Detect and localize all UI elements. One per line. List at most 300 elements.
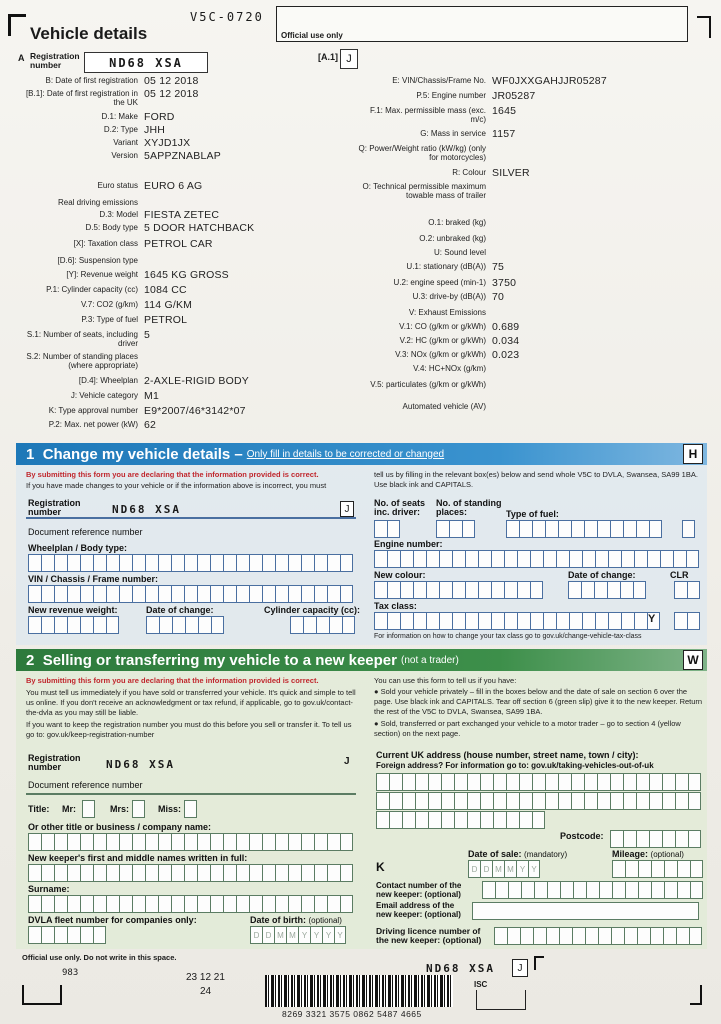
char-cell[interactable]: [288, 585, 301, 603]
char-cell[interactable]: [67, 616, 80, 634]
char-cell[interactable]: [93, 554, 106, 572]
char-cell[interactable]: [67, 926, 80, 944]
char-cell[interactable]: [236, 833, 249, 851]
char-cell[interactable]: D: [262, 926, 274, 944]
char-cell[interactable]: [41, 926, 54, 944]
char-cell[interactable]: [262, 554, 275, 572]
dvla-fleet-input[interactable]: [28, 926, 106, 944]
fuel-extra-input[interactable]: [682, 520, 695, 538]
char-cell[interactable]: [262, 833, 275, 851]
char-cell[interactable]: [676, 927, 689, 945]
char-cell[interactable]: [400, 550, 413, 568]
char-cell[interactable]: [376, 792, 389, 810]
char-cell[interactable]: [132, 833, 145, 851]
char-cell[interactable]: [584, 773, 597, 791]
char-cell[interactable]: [556, 612, 569, 630]
char-cell[interactable]: [493, 792, 506, 810]
postcode-input[interactable]: [610, 830, 701, 848]
char-cell[interactable]: [197, 585, 210, 603]
char-cell[interactable]: [301, 554, 314, 572]
char-cell[interactable]: [426, 612, 439, 630]
char-cell[interactable]: [340, 895, 353, 913]
clr-input[interactable]: [674, 581, 700, 599]
char-cell[interactable]: [467, 773, 480, 791]
char-cell[interactable]: [647, 550, 660, 568]
char-cell[interactable]: [610, 520, 623, 538]
char-cell[interactable]: [158, 585, 171, 603]
char-cell[interactable]: [462, 520, 475, 538]
char-cell[interactable]: [28, 895, 41, 913]
contact-number-input[interactable]: [482, 881, 703, 899]
title-mrs-checkbox[interactable]: [132, 800, 145, 818]
char-cell[interactable]: [184, 864, 197, 882]
char-cell[interactable]: [598, 927, 611, 945]
char-cell[interactable]: [41, 585, 54, 603]
char-cell[interactable]: [449, 520, 462, 538]
char-cell[interactable]: [314, 864, 327, 882]
char-cell[interactable]: [262, 585, 275, 603]
char-cell[interactable]: [625, 881, 638, 899]
char-cell[interactable]: [288, 864, 301, 882]
engine-number-input[interactable]: [374, 550, 699, 568]
char-cell[interactable]: [426, 550, 439, 568]
char-cell[interactable]: [608, 612, 621, 630]
char-cell[interactable]: [491, 581, 504, 599]
char-cell[interactable]: [82, 800, 95, 818]
char-cell[interactable]: [67, 864, 80, 882]
tax-class-input[interactable]: [374, 612, 660, 630]
char-cell[interactable]: [145, 585, 158, 603]
char-cell[interactable]: [223, 864, 236, 882]
char-cell[interactable]: [674, 612, 687, 630]
char-cell[interactable]: D: [250, 926, 262, 944]
char-cell[interactable]: [558, 773, 571, 791]
char-cell[interactable]: [67, 554, 80, 572]
char-cell[interactable]: [93, 926, 106, 944]
char-cell[interactable]: [519, 811, 532, 829]
char-cell[interactable]: [327, 864, 340, 882]
char-cell[interactable]: [504, 581, 517, 599]
char-cell[interactable]: [506, 792, 519, 810]
char-cell[interactable]: [675, 792, 688, 810]
char-cell[interactable]: [249, 833, 262, 851]
char-cell[interactable]: M: [504, 860, 516, 878]
char-cell[interactable]: [374, 581, 387, 599]
char-cell[interactable]: [119, 554, 132, 572]
char-cell[interactable]: [534, 881, 547, 899]
char-cell[interactable]: [132, 554, 145, 572]
char-cell[interactable]: [413, 581, 426, 599]
address-line[interactable]: [376, 811, 545, 829]
char-cell[interactable]: [546, 927, 559, 945]
char-cell[interactable]: [415, 792, 428, 810]
char-cell[interactable]: [132, 800, 145, 818]
char-cell[interactable]: [132, 864, 145, 882]
char-cell[interactable]: [506, 811, 519, 829]
char-cell[interactable]: [625, 860, 638, 878]
char-cell[interactable]: [673, 550, 686, 568]
char-cell[interactable]: [400, 612, 413, 630]
char-cell[interactable]: [415, 773, 428, 791]
char-cell[interactable]: [54, 926, 67, 944]
char-cell[interactable]: [547, 881, 560, 899]
char-cell[interactable]: [650, 927, 663, 945]
char-cell[interactable]: [275, 554, 288, 572]
char-cell[interactable]: [651, 860, 664, 878]
char-cell[interactable]: [530, 612, 543, 630]
char-cell[interactable]: [80, 616, 93, 634]
char-cell[interactable]: [288, 895, 301, 913]
char-cell[interactable]: [624, 927, 637, 945]
char-cell[interactable]: [172, 616, 185, 634]
char-cell[interactable]: [623, 792, 636, 810]
char-cell[interactable]: [340, 864, 353, 882]
char-cell[interactable]: [560, 881, 573, 899]
char-cell[interactable]: [28, 926, 41, 944]
char-cell[interactable]: [211, 616, 224, 634]
char-cell[interactable]: [688, 773, 701, 791]
char-cell[interactable]: [106, 585, 119, 603]
address-line[interactable]: [376, 773, 701, 791]
char-cell[interactable]: [465, 581, 478, 599]
char-cell[interactable]: [327, 833, 340, 851]
char-cell[interactable]: [571, 792, 584, 810]
char-cell[interactable]: [184, 833, 197, 851]
char-cell[interactable]: [682, 520, 695, 538]
char-cell[interactable]: [93, 833, 106, 851]
char-cell[interactable]: [159, 616, 172, 634]
char-cell[interactable]: [559, 927, 572, 945]
char-cell[interactable]: [634, 612, 647, 630]
char-cell[interactable]: [387, 612, 400, 630]
char-cell[interactable]: [688, 830, 701, 848]
char-cell[interactable]: [633, 581, 646, 599]
char-cell[interactable]: [402, 792, 415, 810]
char-cell[interactable]: [441, 811, 454, 829]
char-cell[interactable]: [623, 773, 636, 791]
char-cell[interactable]: [545, 520, 558, 538]
char-cell[interactable]: [301, 895, 314, 913]
mileage-input[interactable]: [612, 860, 703, 878]
char-cell[interactable]: [674, 581, 687, 599]
char-cell[interactable]: [532, 520, 545, 538]
wheelplan-input[interactable]: [28, 554, 353, 572]
char-cell[interactable]: [504, 550, 517, 568]
char-cell[interactable]: [636, 830, 649, 848]
char-cell[interactable]: [210, 864, 223, 882]
char-cell[interactable]: [636, 520, 649, 538]
char-cell[interactable]: [288, 833, 301, 851]
char-cell[interactable]: [517, 612, 530, 630]
char-cell[interactable]: [599, 881, 612, 899]
char-cell[interactable]: M: [286, 926, 298, 944]
char-cell[interactable]: [342, 616, 355, 634]
char-cell[interactable]: [660, 550, 673, 568]
char-cell[interactable]: [329, 616, 342, 634]
char-cell[interactable]: [67, 895, 80, 913]
char-cell[interactable]: [686, 550, 699, 568]
char-cell[interactable]: [402, 773, 415, 791]
char-cell[interactable]: [675, 830, 688, 848]
char-cell[interactable]: [249, 585, 262, 603]
char-cell[interactable]: [413, 612, 426, 630]
char-cell[interactable]: [573, 881, 586, 899]
char-cell[interactable]: [223, 833, 236, 851]
char-cell[interactable]: [262, 864, 275, 882]
char-cell[interactable]: [687, 581, 700, 599]
char-cell[interactable]: [594, 581, 607, 599]
char-cell[interactable]: [517, 550, 530, 568]
char-cell[interactable]: [67, 833, 80, 851]
char-cell[interactable]: [506, 520, 519, 538]
char-cell[interactable]: [314, 895, 327, 913]
char-cell[interactable]: [171, 864, 184, 882]
char-cell[interactable]: [558, 520, 571, 538]
char-cell[interactable]: [340, 585, 353, 603]
char-cell[interactable]: [467, 811, 480, 829]
char-cell[interactable]: [612, 881, 625, 899]
char-cell[interactable]: [28, 585, 41, 603]
char-cell[interactable]: [119, 895, 132, 913]
other-title-input[interactable]: [28, 833, 353, 851]
char-cell[interactable]: [452, 581, 465, 599]
char-cell[interactable]: [145, 554, 158, 572]
char-cell[interactable]: [197, 554, 210, 572]
char-cell[interactable]: [374, 520, 387, 538]
char-cell[interactable]: [249, 895, 262, 913]
char-cell[interactable]: [236, 554, 249, 572]
char-cell[interactable]: [106, 616, 119, 634]
char-cell[interactable]: [28, 616, 41, 634]
fuel-type-input[interactable]: [506, 520, 662, 538]
cylinder-capacity-input[interactable]: [290, 616, 355, 634]
char-cell[interactable]: [428, 792, 441, 810]
dob-input[interactable]: [250, 926, 346, 944]
char-cell[interactable]: [532, 811, 545, 829]
char-cell[interactable]: [93, 616, 106, 634]
char-cell[interactable]: [480, 792, 493, 810]
char-cell[interactable]: [41, 554, 54, 572]
char-cell[interactable]: [402, 811, 415, 829]
char-cell[interactable]: [316, 616, 329, 634]
char-cell[interactable]: [621, 612, 634, 630]
char-cell[interactable]: [480, 773, 493, 791]
char-cell[interactable]: [184, 554, 197, 572]
char-cell[interactable]: [572, 927, 585, 945]
char-cell[interactable]: [132, 895, 145, 913]
char-cell[interactable]: [387, 581, 400, 599]
char-cell[interactable]: [184, 800, 197, 818]
char-cell[interactable]: [636, 792, 649, 810]
standing-input[interactable]: [436, 520, 475, 538]
char-cell[interactable]: [637, 927, 650, 945]
char-cell[interactable]: [610, 792, 623, 810]
char-cell[interactable]: [521, 881, 534, 899]
char-cell[interactable]: [314, 585, 327, 603]
char-cell[interactable]: [106, 833, 119, 851]
char-cell[interactable]: [569, 550, 582, 568]
char-cell[interactable]: [262, 895, 275, 913]
char-cell[interactable]: [582, 550, 595, 568]
char-cell[interactable]: [184, 585, 197, 603]
char-cell[interactable]: [556, 550, 569, 568]
char-cell[interactable]: [41, 616, 54, 634]
char-cell[interactable]: [210, 895, 223, 913]
char-cell[interactable]: [480, 811, 493, 829]
char-cell[interactable]: [620, 581, 633, 599]
char-cell[interactable]: [649, 520, 662, 538]
surname-input[interactable]: [28, 895, 353, 913]
char-cell[interactable]: [54, 833, 67, 851]
char-cell[interactable]: [597, 773, 610, 791]
char-cell[interactable]: [28, 554, 41, 572]
char-cell[interactable]: [634, 550, 647, 568]
char-cell[interactable]: [290, 616, 303, 634]
char-cell[interactable]: [532, 773, 545, 791]
char-cell[interactable]: [649, 830, 662, 848]
tax-class-extra-input[interactable]: [674, 612, 700, 630]
char-cell[interactable]: [493, 773, 506, 791]
char-cell[interactable]: M: [492, 860, 504, 878]
char-cell[interactable]: [651, 881, 664, 899]
title-mr-checkbox[interactable]: [82, 800, 95, 818]
char-cell[interactable]: [389, 792, 402, 810]
vin-input[interactable]: [28, 585, 353, 603]
char-cell[interactable]: D: [480, 860, 492, 878]
char-cell[interactable]: [275, 833, 288, 851]
char-cell[interactable]: [507, 927, 520, 945]
char-cell[interactable]: [197, 833, 210, 851]
char-cell[interactable]: [145, 864, 158, 882]
char-cell[interactable]: [663, 927, 676, 945]
char-cell[interactable]: [568, 581, 581, 599]
char-cell[interactable]: [80, 833, 93, 851]
char-cell[interactable]: [649, 792, 662, 810]
char-cell[interactable]: [210, 833, 223, 851]
char-cell[interactable]: [54, 585, 67, 603]
char-cell[interactable]: [649, 773, 662, 791]
char-cell[interactable]: [314, 833, 327, 851]
char-cell[interactable]: [439, 612, 452, 630]
char-cell[interactable]: [519, 773, 532, 791]
char-cell[interactable]: [623, 520, 636, 538]
char-cell[interactable]: Y: [334, 926, 346, 944]
char-cell[interactable]: [236, 585, 249, 603]
char-cell[interactable]: [249, 864, 262, 882]
char-cell[interactable]: [275, 585, 288, 603]
char-cell[interactable]: [327, 895, 340, 913]
char-cell[interactable]: [491, 612, 504, 630]
char-cell[interactable]: [571, 773, 584, 791]
char-cell[interactable]: [426, 581, 439, 599]
char-cell[interactable]: [452, 550, 465, 568]
char-cell[interactable]: [93, 585, 106, 603]
char-cell[interactable]: [93, 864, 106, 882]
char-cell[interactable]: [374, 612, 387, 630]
char-cell[interactable]: [389, 773, 402, 791]
title-miss-checkbox[interactable]: [184, 800, 197, 818]
char-cell[interactable]: [223, 895, 236, 913]
char-cell[interactable]: [465, 612, 478, 630]
char-cell[interactable]: [301, 585, 314, 603]
char-cell[interactable]: [607, 581, 620, 599]
char-cell[interactable]: [106, 864, 119, 882]
char-cell[interactable]: [145, 895, 158, 913]
char-cell[interactable]: [623, 830, 636, 848]
char-cell[interactable]: [145, 833, 158, 851]
char-cell[interactable]: [662, 792, 675, 810]
char-cell[interactable]: [171, 833, 184, 851]
char-cell[interactable]: [688, 792, 701, 810]
new-colour-input[interactable]: [374, 581, 543, 599]
char-cell[interactable]: D: [468, 860, 480, 878]
char-cell[interactable]: [452, 612, 465, 630]
char-cell[interactable]: [597, 520, 610, 538]
char-cell[interactable]: [608, 550, 621, 568]
char-cell[interactable]: [80, 864, 93, 882]
char-cell[interactable]: [158, 864, 171, 882]
char-cell[interactable]: [158, 895, 171, 913]
char-cell[interactable]: [569, 612, 582, 630]
char-cell[interactable]: [610, 773, 623, 791]
char-cell[interactable]: [158, 554, 171, 572]
char-cell[interactable]: [690, 860, 703, 878]
char-cell[interactable]: [387, 520, 400, 538]
char-cell[interactable]: [690, 881, 703, 899]
char-cell[interactable]: [28, 864, 41, 882]
char-cell[interactable]: [376, 811, 389, 829]
char-cell[interactable]: [491, 550, 504, 568]
char-cell[interactable]: [400, 581, 413, 599]
char-cell[interactable]: [413, 550, 426, 568]
char-cell[interactable]: [54, 864, 67, 882]
char-cell[interactable]: [543, 550, 556, 568]
char-cell[interactable]: [612, 860, 625, 878]
char-cell[interactable]: [664, 881, 677, 899]
char-cell[interactable]: [582, 612, 595, 630]
char-cell[interactable]: [387, 550, 400, 568]
char-cell[interactable]: [595, 612, 608, 630]
char-cell[interactable]: [374, 550, 387, 568]
char-cell[interactable]: [478, 581, 491, 599]
char-cell[interactable]: [301, 864, 314, 882]
char-cell[interactable]: [636, 773, 649, 791]
char-cell[interactable]: Y: [528, 860, 540, 878]
char-cell[interactable]: [662, 773, 675, 791]
char-cell[interactable]: [675, 773, 688, 791]
char-cell[interactable]: [249, 554, 262, 572]
char-cell[interactable]: [508, 881, 521, 899]
char-cell[interactable]: [530, 550, 543, 568]
char-cell[interactable]: [638, 860, 651, 878]
char-cell[interactable]: [327, 554, 340, 572]
char-cell[interactable]: [581, 581, 594, 599]
char-cell[interactable]: [638, 881, 651, 899]
char-cell[interactable]: [571, 520, 584, 538]
char-cell[interactable]: [597, 792, 610, 810]
char-cell[interactable]: [158, 833, 171, 851]
char-cell[interactable]: Y: [516, 860, 528, 878]
char-cell[interactable]: [389, 811, 402, 829]
char-cell[interactable]: [236, 864, 249, 882]
char-cell[interactable]: [93, 895, 106, 913]
char-cell[interactable]: [586, 881, 599, 899]
char-cell[interactable]: [517, 581, 530, 599]
char-cell[interactable]: [146, 616, 159, 634]
char-cell[interactable]: [171, 585, 184, 603]
char-cell[interactable]: [506, 773, 519, 791]
char-cell[interactable]: [41, 833, 54, 851]
